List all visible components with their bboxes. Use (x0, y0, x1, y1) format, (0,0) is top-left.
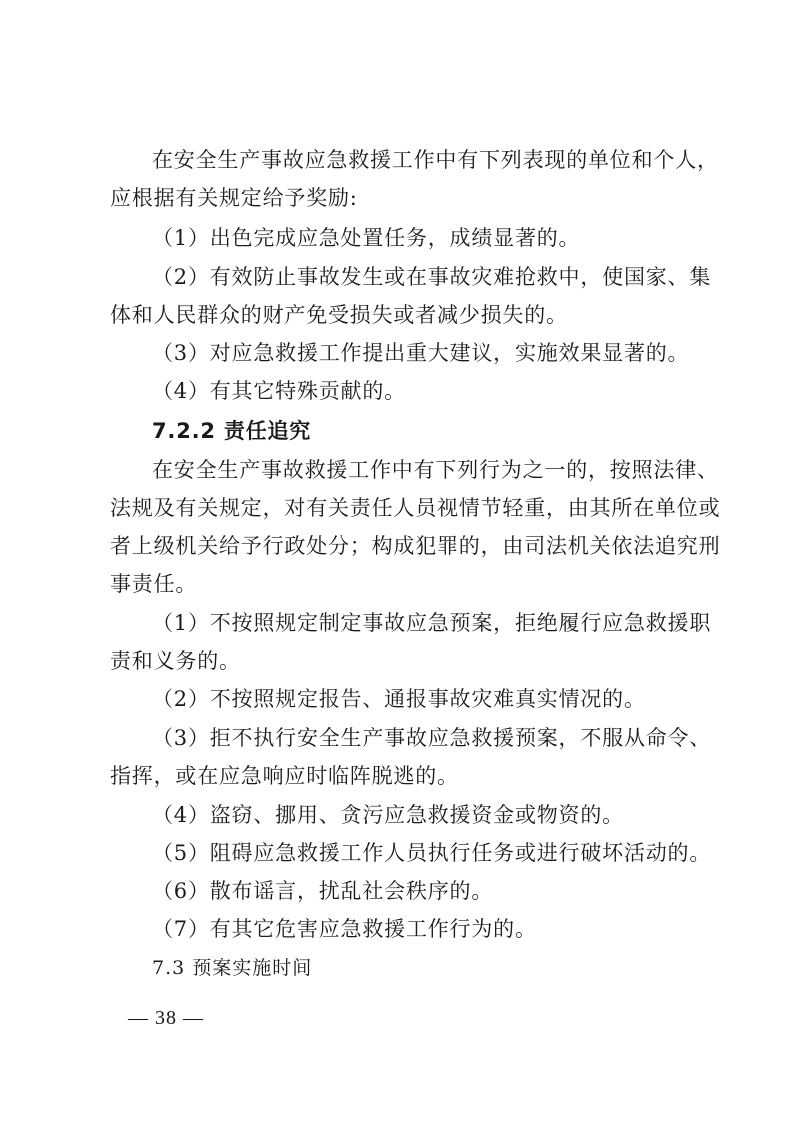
reward-item-3: （3）对应急救援工作提出重大建议，实施效果显著的。 (152, 341, 690, 365)
penalty-item-5: （5）阻碍应急救援工作人员执行任务或进行破坏活动的。 (152, 841, 712, 865)
section-heading: 7.2.2 责任追究 (152, 419, 312, 443)
reward-item-1: （1）出色完成应急处置任务，成绩显著的。 (152, 226, 581, 250)
penalty-item-3: （3）拒不执行安全生产事故应急救援预案，不服从命令、 (152, 726, 712, 750)
paragraph-line: 者上级机关给予行政处分；构成犯罪的，由司法机关依法追究刑 (110, 534, 721, 558)
paragraph-line: 应根据有关规定给予奖励: (110, 186, 358, 210)
paragraph-line: 在安全生产事故应急救援工作中有下列表现的单位和个人， (152, 148, 719, 172)
next-section-heading: 7.3 预案实施时间 (152, 957, 313, 979)
penalty-item-3-cont: 指挥，或在应急响应时临阵脱逃的。 (110, 764, 459, 788)
page-number: — 38 — (128, 1007, 204, 1029)
paragraph-line: 事责任。 (110, 572, 198, 596)
penalty-item-2: （2）不按照规定报告、通报事故灾难真实情况的。 (152, 687, 646, 711)
penalty-item-7: （7）有其它危害应急救援工作行为的。 (152, 917, 537, 941)
reward-item-2-cont: 体和人民群众的财产免受损失或者减少损失的。 (110, 303, 568, 327)
reward-item-4: （4）有其它特殊贡献的。 (152, 379, 406, 403)
reward-item-2: （2）有效防止事故发生或在事故灾难抢救中，使国家、集 (152, 265, 712, 289)
paragraph-line: 在安全生产事故救援工作中有下列行为之一的，按照法律、 (152, 458, 719, 482)
paragraph-line: 法规及有关规定，对有关责任人员视情节轻重，由其所在单位或 (110, 496, 721, 520)
penalty-item-4: （4）盗窃、挪用、贪污应急救援资金或物资的。 (152, 803, 624, 827)
penalty-item-6: （6）散布谣言，扰乱社会秩序的。 (152, 879, 494, 903)
penalty-item-1-cont: 责和义务的。 (110, 649, 241, 673)
penalty-item-1: （1）不按照规定制定事故应急预案，拒绝履行应急救援职 (152, 611, 712, 635)
